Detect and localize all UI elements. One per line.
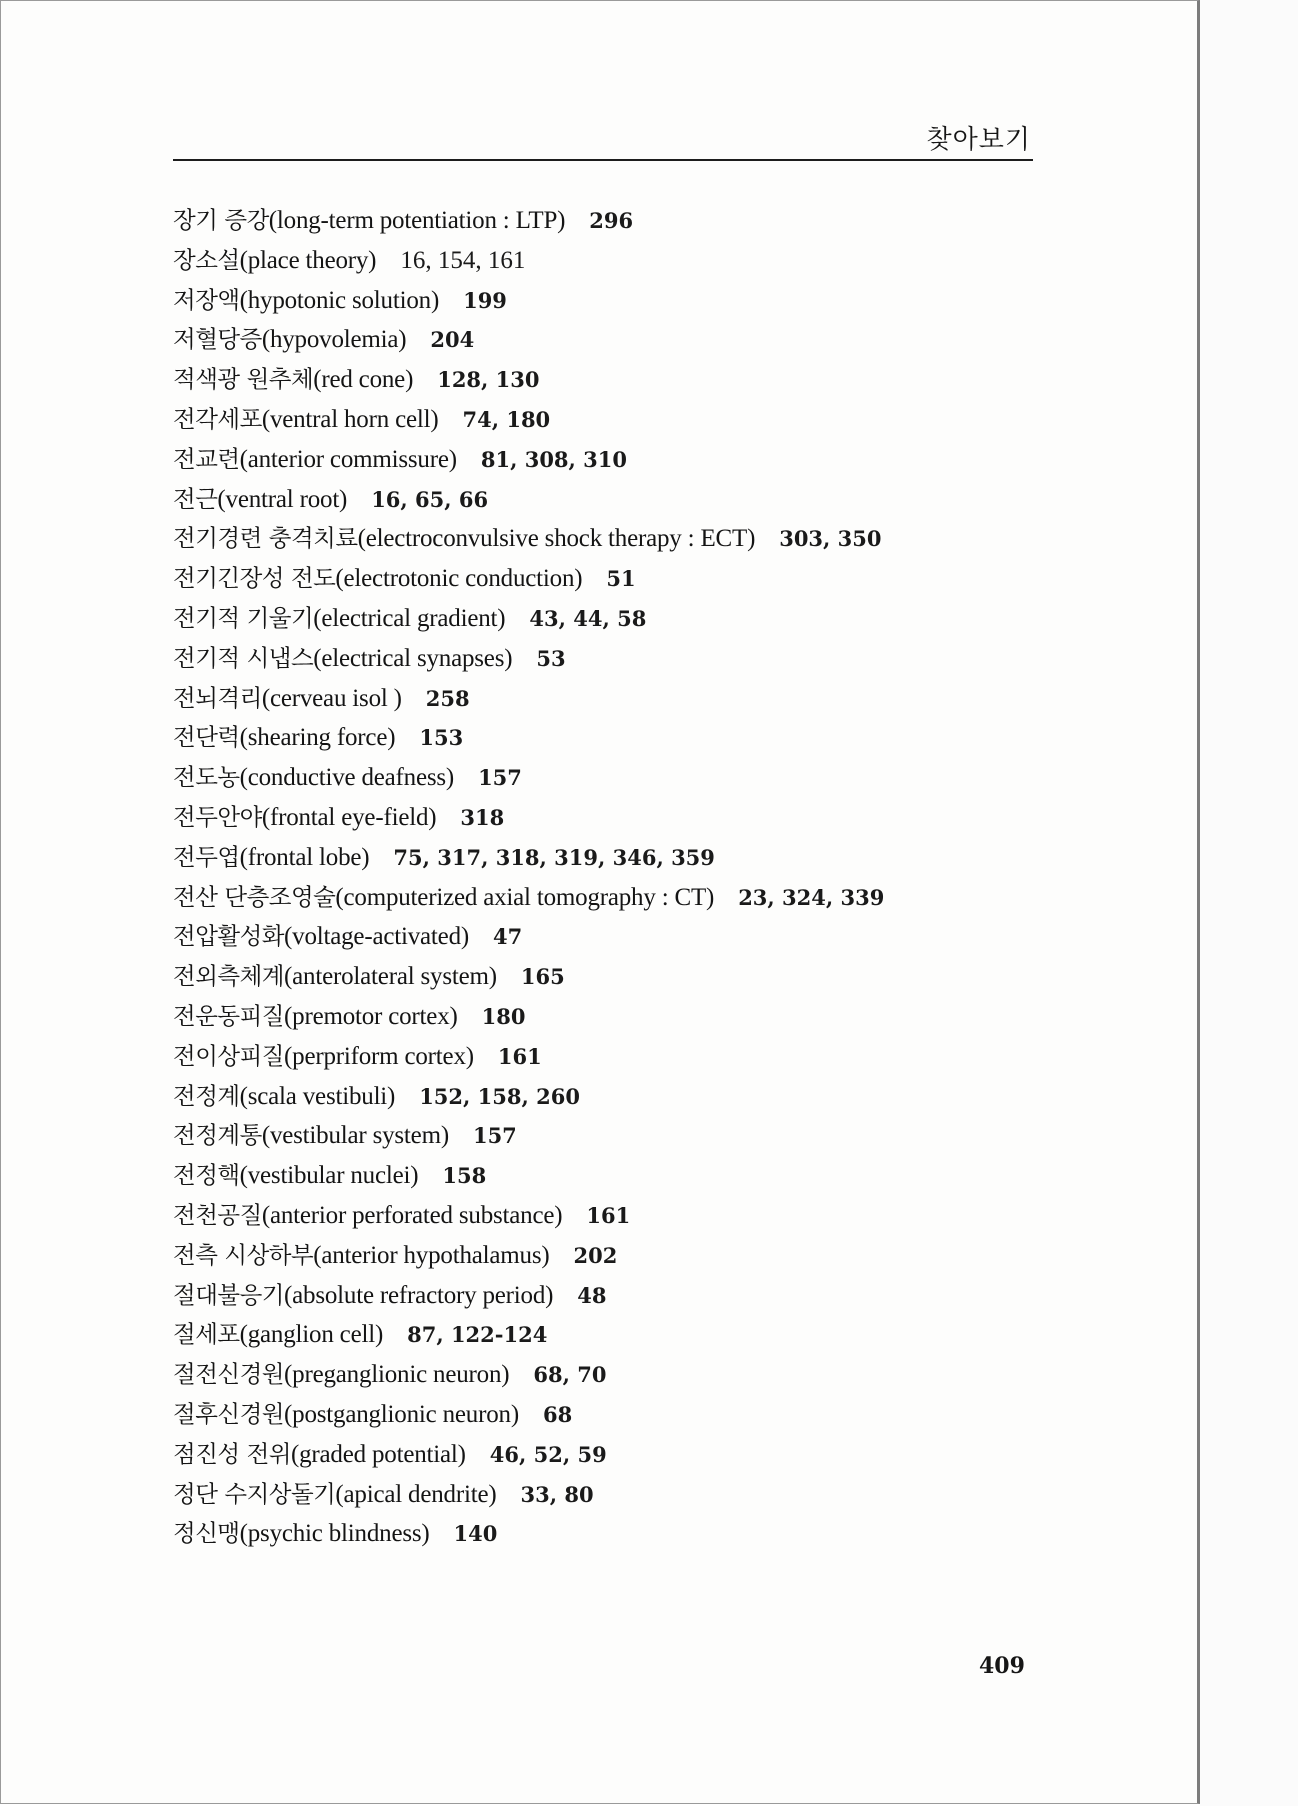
entry-korean-term: 점진성 전위: [173, 1439, 291, 1468]
entry-english-term: (preganglionic neuron): [284, 1361, 510, 1389]
viewer-background: [1200, 0, 1298, 1806]
entry-korean-term: 전이상피질: [173, 1041, 285, 1070]
entry-english-term: (anterior hypothalamus): [313, 1241, 550, 1269]
entry-korean-term: 전정계통: [173, 1121, 262, 1150]
entry-page-refs: 161: [586, 1202, 631, 1228]
index-entry: [173, 957, 1073, 997]
entry-page-refs: 43, 44, 58: [529, 605, 647, 631]
entry-english-term: (absolute refractory period): [284, 1281, 554, 1309]
entry-english-term: (computerized axial tomography : CT): [335, 883, 715, 911]
entry-korean-term: 전도농: [173, 763, 240, 792]
entry-page-refs: 202: [573, 1242, 618, 1268]
entry-korean-term: 전외측체계: [173, 962, 285, 991]
entry-korean-term: 전측 시상하부: [173, 1240, 314, 1269]
entry-korean-term: 전각세포: [173, 404, 262, 433]
entry-korean-term: 전기경련 충격치료: [173, 524, 358, 553]
entry-page-refs: 303, 350: [779, 526, 882, 552]
entry-english-term: (anterior perforated substance): [261, 1201, 563, 1229]
entry-page-refs: 51: [606, 566, 636, 592]
entry-page-refs: 152, 158, 260: [419, 1083, 580, 1109]
page-number: 409: [979, 1653, 1025, 1679]
entry-english-term: (premotor cortex): [284, 1002, 458, 1030]
entry-page-refs: 165: [520, 964, 565, 990]
entry-page-refs: 75, 317, 318, 319, 346, 359: [393, 844, 715, 870]
index-entry: [173, 201, 1073, 241]
entry-korean-term: 전정핵: [173, 1161, 240, 1190]
index-entry: [173, 679, 1073, 719]
index-entry: [173, 519, 1073, 559]
index-entry: [173, 917, 1073, 957]
entry-page-refs: 23, 324, 339: [738, 884, 885, 910]
index-entry: [173, 440, 1073, 480]
running-head: 찾아보기: [926, 125, 1031, 155]
entry-korean-term: 절세포: [173, 1320, 240, 1349]
entry-english-term: (cerveau isol ): [261, 684, 402, 712]
entry-page-refs: 74, 180: [462, 406, 551, 432]
entry-english-term: (electrotonic conduction): [335, 565, 583, 593]
entry-english-term: (frontal lobe): [239, 843, 370, 871]
entry-page-refs: 128, 130: [437, 367, 540, 393]
index-entry: [173, 1236, 1073, 1276]
entry-english-term: (graded potential): [290, 1440, 466, 1468]
index-entry: [173, 1037, 1073, 1077]
entry-korean-term: 절대불응기: [173, 1280, 285, 1309]
entry-korean-term: 저장액: [173, 285, 240, 314]
entry-korean-term: 저혈당증: [173, 325, 262, 354]
entry-page-refs: 47: [493, 924, 523, 950]
index-entry: [173, 878, 1073, 918]
entry-korean-term: 전압활성화: [173, 922, 285, 951]
index-entry: [173, 559, 1073, 599]
entry-korean-term: 적색광 원추체: [173, 365, 314, 394]
entry-page-refs: 258: [425, 685, 470, 711]
entry-page-refs: 68: [542, 1401, 573, 1427]
entry-korean-term: 전천공질: [173, 1200, 262, 1229]
entry-page-refs: 318: [460, 804, 505, 830]
entry-korean-term: 전단력: [173, 723, 240, 752]
index-entry-list: [173, 201, 1073, 1554]
entry-english-term: (long-term potentiation : LTP): [268, 207, 566, 234]
entry-korean-term: 전정계: [173, 1081, 240, 1110]
entry-english-term: (apical dendrite): [335, 1480, 497, 1508]
entry-korean-term: 전기적 시냅스: [173, 643, 314, 672]
index-entry: [173, 798, 1073, 838]
entry-page-refs: 46, 52, 59: [489, 1441, 607, 1467]
entry-korean-term: 정단 수지상돌기: [173, 1479, 336, 1508]
entry-korean-term: 장기 증강: [173, 206, 269, 234]
entry-korean-term: 전산 단층조영술: [173, 882, 336, 911]
index-entry: [173, 1315, 1073, 1355]
entry-english-term: (voltage-activated): [284, 923, 469, 951]
entry-korean-term: 절전신경원: [173, 1360, 285, 1389]
index-entry: [173, 599, 1073, 639]
index-entry: [173, 1276, 1073, 1316]
entry-english-term: (vestibular nuclei): [239, 1162, 419, 1190]
entry-korean-term: 장소설: [173, 245, 240, 274]
entry-page-refs: 161: [497, 1043, 542, 1069]
index-entry: [173, 281, 1073, 321]
index-entry: [173, 1156, 1073, 1196]
index-entry: [173, 400, 1073, 440]
entry-page-refs: 16, 154, 161: [400, 246, 526, 274]
index-entry: [173, 1475, 1073, 1515]
entry-english-term: (frontal eye-field): [261, 803, 437, 831]
entry-korean-term: 전두엽: [173, 842, 240, 871]
entry-page-refs: 157: [478, 765, 522, 791]
entry-page-refs: 48: [577, 1282, 607, 1308]
entry-page-refs: 33, 80: [520, 1481, 594, 1507]
entry-english-term: (psychic blindness): [239, 1520, 430, 1548]
entry-english-term: (red cone): [313, 366, 414, 394]
entry-page-refs: 296: [589, 208, 634, 233]
index-entry: [173, 1196, 1073, 1236]
entry-korean-term: 절후신경원: [173, 1399, 285, 1428]
index-entry: [173, 639, 1073, 679]
entry-english-term: (hypovolemia): [261, 326, 407, 354]
index-entry: [173, 360, 1073, 400]
index-entry: [173, 997, 1073, 1037]
entry-korean-term: 전기긴장성 전도: [173, 564, 336, 593]
entry-page-refs: 53: [536, 645, 566, 671]
entry-page-refs: 140: [453, 1521, 498, 1547]
entry-english-term: (hypotonic solution): [239, 286, 440, 314]
index-entry: [173, 1116, 1073, 1156]
entry-page-refs: 87, 122-124: [407, 1322, 548, 1348]
entry-english-term: (shearing force): [239, 724, 396, 752]
entry-english-term: (electrical synapses): [313, 644, 513, 672]
entry-korean-term: 전교련: [173, 444, 240, 473]
entry-page-refs: 157: [472, 1123, 517, 1149]
entry-korean-term: 전뇌격리: [173, 683, 262, 712]
header-rule: [173, 159, 1033, 161]
entry-page-refs: 204: [430, 327, 475, 353]
entry-page-refs: 180: [481, 1003, 526, 1029]
entry-page-refs: 158: [442, 1163, 487, 1189]
entry-page-refs: 199: [463, 287, 507, 313]
entry-english-term: (place theory): [239, 246, 377, 274]
entry-page-refs: 68, 70: [533, 1362, 607, 1388]
index-entry: [173, 241, 1073, 281]
entry-korean-term: 전운동피질: [173, 1001, 285, 1030]
entry-english-term: (ventral horn cell): [261, 405, 439, 433]
index-entry: [173, 320, 1073, 360]
index-entry: [173, 1514, 1073, 1554]
index-entry: [173, 838, 1073, 878]
entry-english-term: (anterior commissure): [239, 445, 457, 473]
entry-page-refs: 81, 308, 310: [480, 446, 627, 472]
entry-english-term: (electrical gradient): [313, 604, 506, 632]
entry-english-term: (perpriform cortex): [284, 1042, 474, 1070]
entry-english-term: (scala vestibuli): [239, 1082, 396, 1110]
entry-korean-term: 정신맹: [173, 1519, 240, 1548]
index-entry: [173, 1395, 1073, 1435]
entry-page-refs: 16, 65, 66: [371, 486, 489, 512]
entry-korean-term: 전두안야: [173, 802, 262, 831]
entry-english-term: (anterolateral system): [284, 963, 497, 991]
index-entry: [173, 1355, 1073, 1395]
entry-english-term: (electroconvulsive shock therapy : ECT): [357, 525, 756, 553]
entry-english-term: (ventral root): [217, 485, 348, 513]
entry-korean-term: 전기적 기울기: [173, 603, 314, 632]
entry-english-term: (conductive deafness): [239, 764, 455, 792]
index-entry: [173, 1077, 1073, 1117]
index-entry: [173, 718, 1073, 758]
entry-korean-term: 전근: [173, 484, 218, 513]
entry-english-term: (vestibular system): [261, 1122, 449, 1150]
entry-english-term: (postganglionic neuron): [284, 1400, 519, 1428]
entry-page-refs: 153: [419, 725, 464, 751]
index-entry: [173, 1435, 1073, 1475]
entry-english-term: (ganglion cell): [239, 1321, 384, 1349]
index-entry: [173, 758, 1073, 798]
index-entry: [173, 480, 1073, 520]
